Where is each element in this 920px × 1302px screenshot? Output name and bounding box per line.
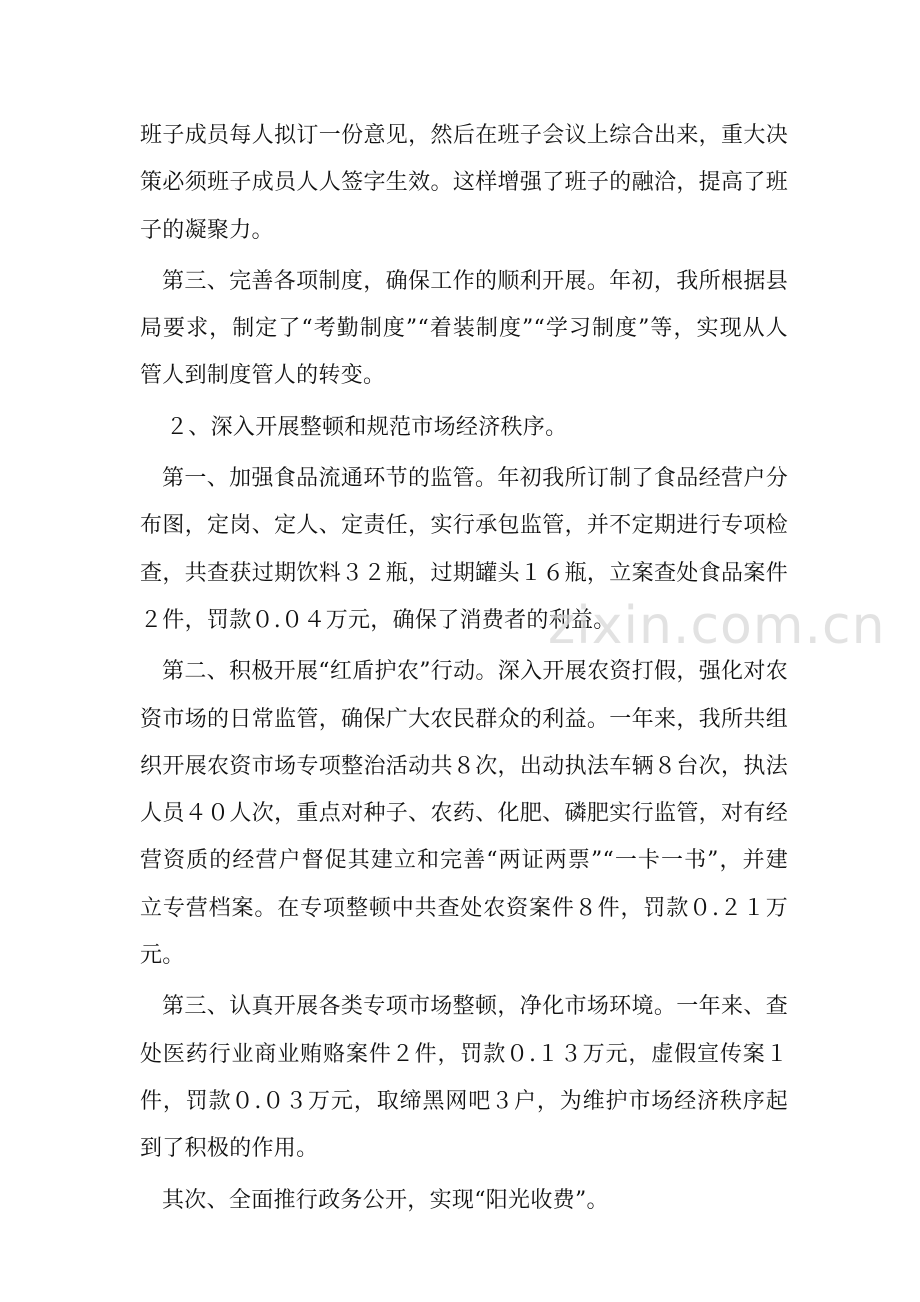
section-heading-market-order: ２、深入开展整顿和规范市场经济秩序。 [166, 414, 568, 440]
paragraph-rules: 第三、完善各项制度，确保工作的顺利开展。年初，我所根据县局要求，制定了“考勤制度”“着装制度”“学习制度”等，实现从人管人到制度管人的转变。 [140, 268, 788, 389]
paragraph-continuation: 班子成员每人拟订一份意见，然后在班子会议上综合出来，重大决策必须班子成员人人签字生效。这样增强了班子的融洽，提高了班子的凝聚力。 [140, 123, 788, 243]
paragraph-government-affairs: 其次、全面推行政务公开，实现“阳光收费”。 [162, 1187, 609, 1213]
paragraph-food-supervision: 第一、加强食品流通环节的监管。年初我所订制了食品经营户分布图，定岗、定人、定责任，实行承包监管，并不定期进行专项检查，共查获过期饮料３２瓶，过期罐头１６瓶，立案查处食品案件２件，罚款０.０４万元，确保了消费者的利益。 [140, 466, 788, 633]
paragraph-red-shield: 第二、积极开展“红盾护农”行动。深入开展农资打假，强化对农资市场的日常监管，确保广大农民群众的利益。一年来，我所共组织开展农资市场专项整治活动共８次，出动执法车辆８台次，执法人员４０人次，重点对种子、农药、化肥、磷肥实行监管，对有经营资质的经营户督促其建立和完善“两证两票”“一卡一书”，并建立专营档案。在专项整顿中共查处农资案件８件，罚款０.２１万元。 [140, 659, 788, 969]
document-body [140, 112, 788, 1228]
paragraph-special-rectification: 第三、认真开展各类专项市场整顿，净化市场环境。一年来、查处医药行业商业贿赂案件２件，罚款０.１３万元，虚假宣传案１件，罚款０.０３万元，取缔黑网吧３户，为维护市场经济秩序起到了积极的作用。 [140, 994, 788, 1162]
watermark-logo: zixin.com.cn [548, 596, 886, 656]
